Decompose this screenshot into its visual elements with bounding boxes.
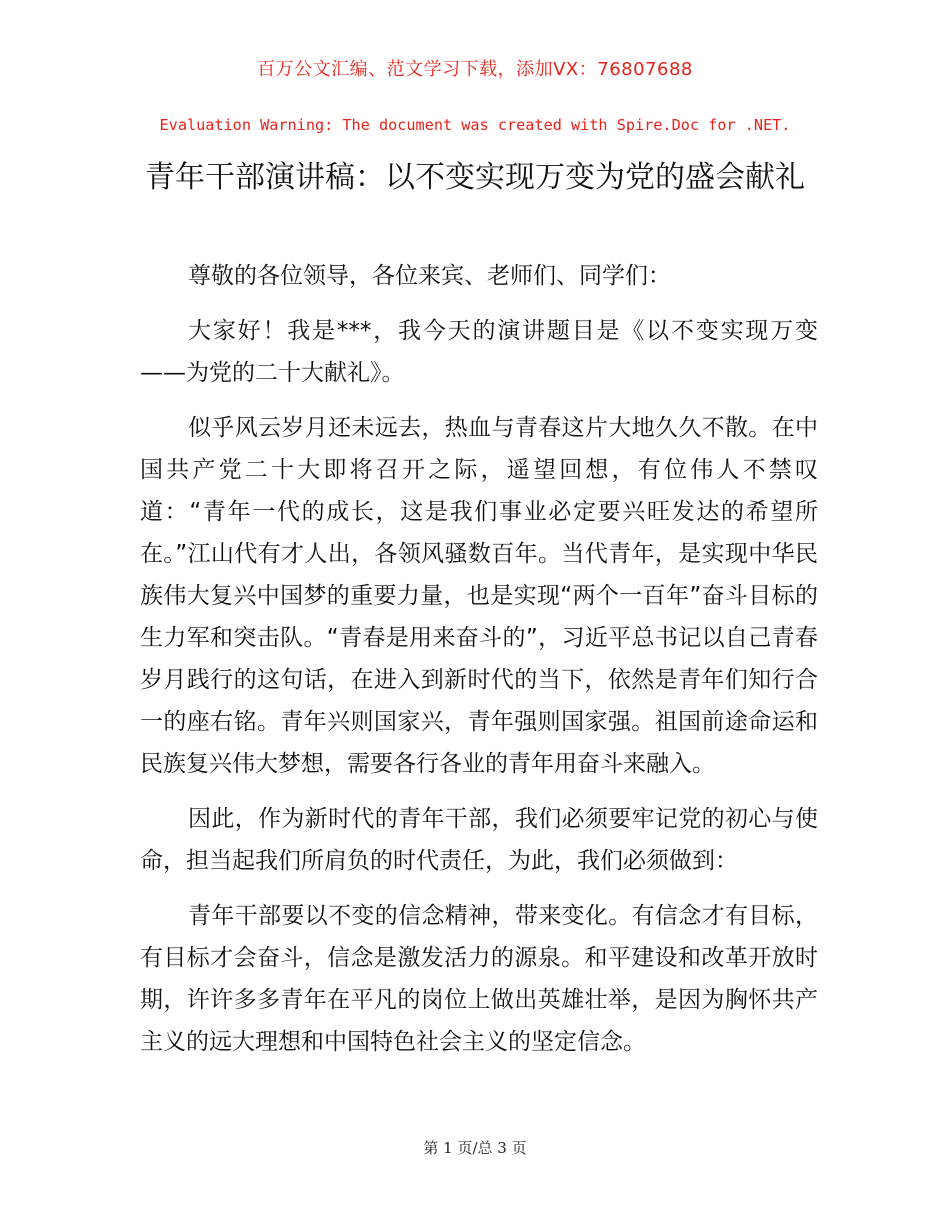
- paragraph-youth-history: 似乎风云岁月还未远去，热血与青春这片大地久久不散。在中国共产党二十大即将召开之际，遥望回想，有位伟人不禁叹道：“青年一代的成长，这是我们事业必定要兴旺发达的希望所在。”江山代有才人出，各领风骚数百年。当代青年，是实现中华民族伟大复兴中国梦的重要力量，也是实现“两个一百年”奋斗目标的生力军和突击队。“青春是用来奋斗的”，习近平总书记以自己青春岁月践行的这句话，在进入到新时代的当下，依然是青年们知行合一的座右铭。青年兴则国家兴，青年强则国家强。祖国前途命运和民族复兴伟大梦想，需要各行各业的青年用奋斗来融入。: [140, 415, 818, 777]
- paragraph-belief: 青年干部要以不变的信念精神，带来变化。有信念才有目标，有目标才会奋斗，信念是激发活力的源泉。和平建设和改革开放时期，许许多多青年在平凡的岗位上做出英雄壮举，是因为胸怀共产主义的远大理想和中国特色社会主义的坚定信念。: [140, 903, 818, 1055]
- paragraph-salutation: 尊敬的各位领导，各位来宾、老师们、同学们：: [188, 263, 671, 289]
- document-title: 青年干部演讲稿：以不变实现万变为党的盛会献礼: [145, 160, 805, 195]
- paragraph-greeting: 大家好！我是***，我今天的演讲题目是《以不变实现万变——为党的二十大献礼》。: [140, 318, 818, 386]
- document-body: [140, 255, 818, 1076]
- evaluation-warning: Evaluation Warning: The document was created with Spire.Doc for .NET.: [159, 116, 791, 134]
- promo-header: 百万公文汇编、范文学习下载，添加VX：76807688: [257, 59, 693, 80]
- page-number-footer: 第 1 页/总 3 页: [423, 1139, 527, 1157]
- paragraph-mission: 因此，作为新时代的青年干部，我们必须要牢记党的初心与使命，担当起我们所肩负的时代责任，为此，我们必须做到：: [140, 806, 818, 874]
